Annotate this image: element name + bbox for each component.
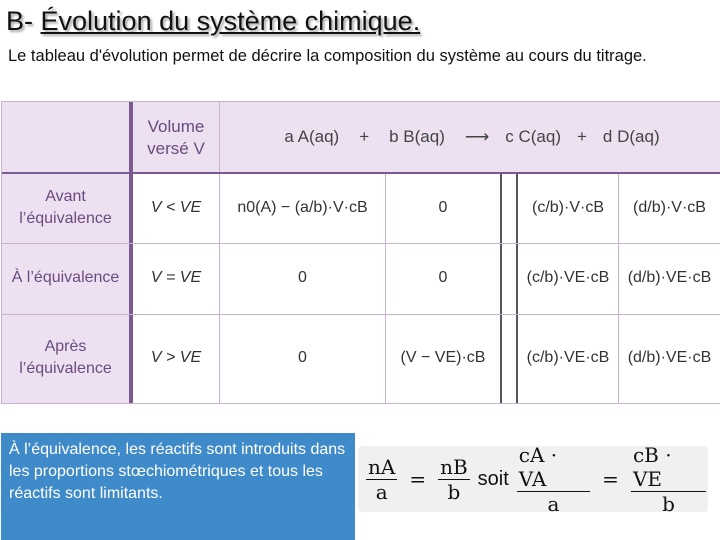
formula-2-num: nB [440, 454, 468, 479]
intro-paragraph: Le tableau d'évolution permet de décrire la composition du système au cours du titrage. [8, 47, 647, 65]
formula-4-den: b [662, 491, 675, 516]
table-cell-row3-condition: V > VE [150, 349, 202, 366]
product-2: d D(aq) [602, 127, 660, 146]
title-text: Évolution du système chimique. [40, 6, 421, 36]
table-cell-row3-label: Après l’équivalence [19, 338, 112, 377]
reactant-1: a A(aq) [284, 127, 340, 146]
table-cell-row3-colC: (c/b)·VE·cB [526, 349, 610, 366]
table-cell-row3-colB: (V − VE)·cB [400, 349, 486, 366]
table-cell-row3-colD: (d/b)·VE·cB [627, 349, 712, 366]
formula-equals-2: = [602, 467, 619, 491]
formula-4-num: cB · VE [631, 443, 706, 492]
table-cell-row2-colD: (d/b)·VE·cB [627, 269, 712, 286]
equivalence-formula [358, 442, 708, 516]
equivalence-note: À l’équivalence, les réactifs sont introduits dans les proportions stœchiométriques et tous les réactifs sont limitants. [1, 433, 355, 540]
formula-3-num: cA · VA [517, 443, 590, 492]
formula-connector: soit [477, 467, 509, 490]
header-reaction [220, 102, 720, 172]
plus-1: + [359, 127, 370, 146]
formula-fraction-2 [438, 455, 470, 504]
formula-equals-1: = [409, 467, 427, 491]
reaction-arrow: ⟶ [464, 127, 490, 146]
table-cell-row1-colC: (c/b)·V·cB [532, 198, 604, 216]
header-volume-label: Volume versé V [147, 117, 205, 158]
formula-1-den: a [375, 479, 388, 504]
header-volume [133, 110, 219, 166]
page-title [6, 6, 420, 37]
reactant-2: b B(aq) [389, 127, 445, 146]
formula-fraction-3 [517, 443, 590, 516]
table-cell-row2-colB: 0 [438, 269, 448, 286]
table-cell-row1-condition: V < VE [150, 198, 202, 216]
table-cell-row1-label: Avant l’équivalence [19, 187, 112, 227]
plus-2: + [576, 127, 587, 146]
formula-fraction-4 [631, 443, 706, 516]
table-cell-row2-colC: (c/b)·VE·cB [526, 269, 610, 286]
table-cell-row2-condition: V = VE [150, 269, 202, 286]
formula-1-num: nA [368, 454, 396, 479]
table-cell-row3-colA: 0 [298, 349, 307, 366]
col-divider-arrow-left [500, 172, 502, 403]
formula-3-den: a [547, 491, 560, 516]
table-cell-row2-colA: 0 [298, 269, 307, 286]
table-cell-row1-colB: 0 [438, 198, 448, 216]
table-cell-row1-colD: (d/b)·V·cB [633, 198, 706, 216]
evolution-table [1, 101, 720, 404]
product-1: c C(aq) [505, 127, 561, 146]
table-cell-row2-label: À l’équivalence [11, 269, 120, 286]
title-prefix: B- [6, 6, 41, 36]
table-cell-row1-colA: n0(A) − (a/b)·V·cB [237, 198, 368, 216]
formula-fraction-1 [366, 455, 397, 504]
formula-2-den: b [447, 479, 461, 504]
